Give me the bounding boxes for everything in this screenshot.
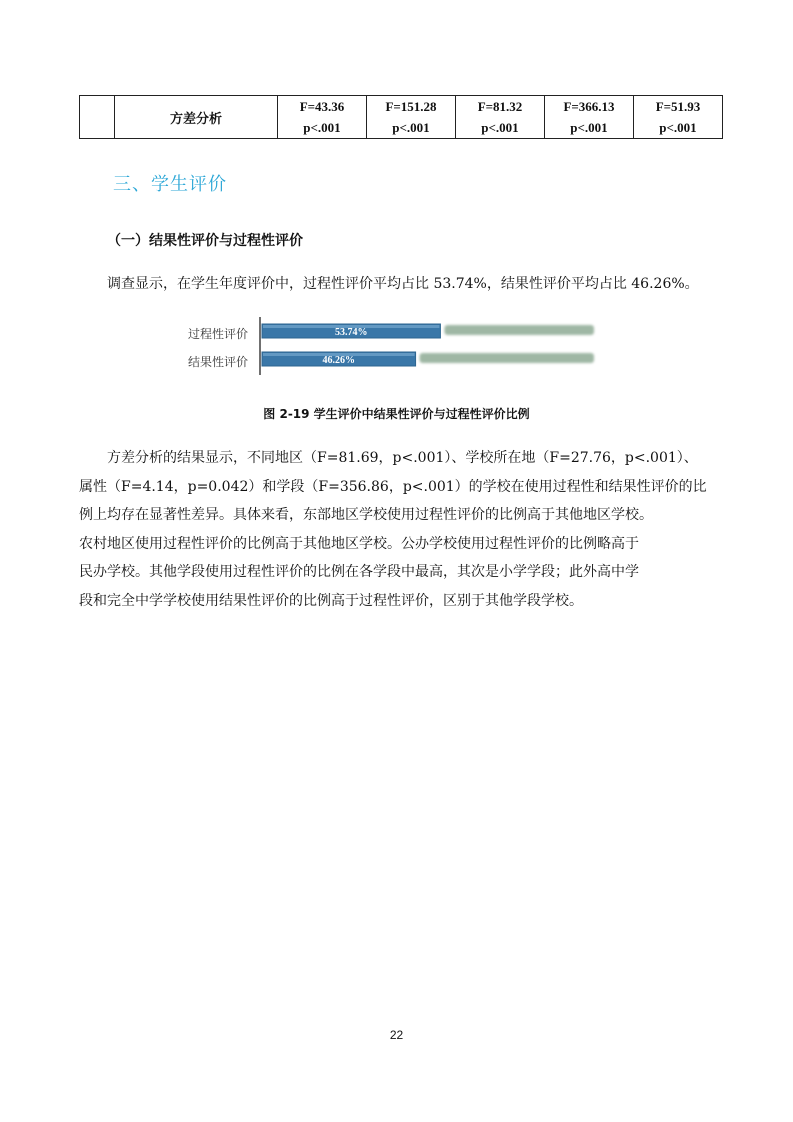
paragraph-intro: 调查显示，在学生年度评价中，过程性评价平均占比 53.74%，结果性评价平均占比 46.26%。 [107,276,699,292]
anova-table [79,95,723,139]
stat-cell [634,96,723,139]
paragraph-line: 方差分析的结果显示，不同地区（F=81.69，p<.001）、学校所在地（F=27.76，p<.001）、 [107,450,698,466]
stat-cell [545,96,634,139]
stat-cell [456,96,545,139]
category-label: 结果性评价 [188,355,249,369]
p-value: p<.001 [481,120,519,135]
paragraph-line: 例上均存在显著性差异。具体来看，东部地区学校使用过程性评价的比例高于其他地区学校。 [79,507,653,524]
paragraph-line: 农村地区使用过程性评价的比例高于其他地区学校。公办学校使用过程性评价的比例略高于 [79,535,639,552]
evaluation-ratio-chart [180,315,620,377]
stat-cell [278,96,367,139]
bar-data-label: 46.26% [322,355,356,366]
f-value: F=43.36 [299,99,345,114]
f-value: F=51.93 [655,99,701,114]
figure-caption: 图 2-19 学生评价中结果性评价与过程性评价比例 [263,407,530,421]
paragraph-analysis [79,444,719,616]
bar-data-label: 53.74% [334,327,368,338]
bar-remainder [444,325,594,335]
f-value: F=81.32 [477,99,523,114]
bar-chart-svg [180,315,620,377]
paragraph-line: 段和完全中学学校使用结果性评价的比例高于过程性评价，区别于其他学段学校。 [79,592,583,609]
p-value: p<.001 [570,120,608,135]
p-value: p<.001 [659,120,697,135]
category-label: 过程性评价 [188,327,249,341]
p-value: p<.001 [392,120,430,135]
f-value: F=151.28 [385,99,437,114]
table-row [80,96,723,139]
stat-cell [367,96,456,139]
empty-cell [80,96,115,139]
row-label-cell: 方差分析 [115,96,278,139]
page-number: 22 [389,1028,404,1042]
subsection-title: （一）结果性评价与过程性评价 [107,233,303,249]
paragraph-line: 民办学校。其他学段使用过程性评价的比例在各学段中最高，其次是小学学段；此外高中学 [79,564,639,581]
p-value: p<.001 [303,120,341,135]
bar-remainder [420,353,594,363]
paragraph-line: 属性（F=4.14，p=0.042）和学段（F=356.86，p<.001）的学校在使用过程性和结果性评价的比 [79,478,707,495]
section-title: 三、学生评价 [113,174,227,195]
f-value: F=366.13 [563,99,615,114]
